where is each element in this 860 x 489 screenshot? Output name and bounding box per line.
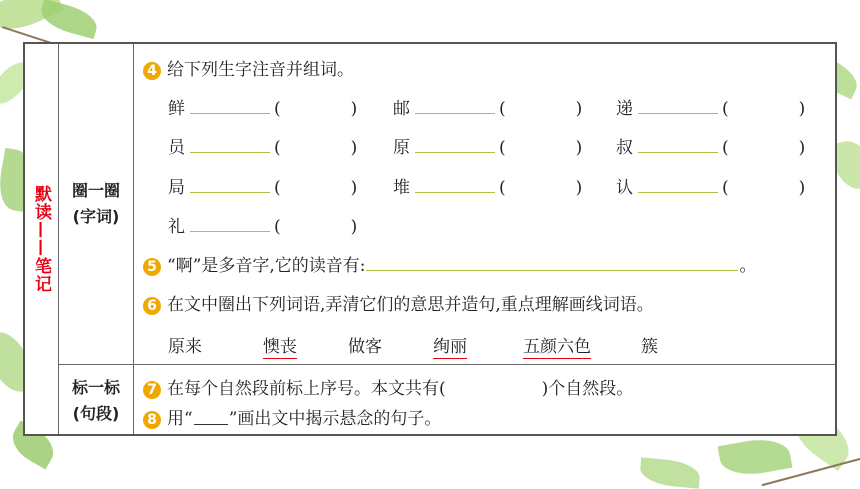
open-paren: ( [274, 178, 281, 198]
pinyin-word-item [616, 173, 805, 198]
word-blank[interactable] [415, 136, 495, 153]
word-blank[interactable] [190, 176, 270, 193]
pinyin-word-item [616, 133, 805, 158]
character: 原 [393, 138, 410, 158]
question-7 [143, 374, 633, 399]
open-paren: ( [499, 138, 506, 158]
question-number-badge: 6 [143, 297, 161, 315]
worksheet-table [23, 42, 837, 436]
word-blank[interactable] [415, 97, 495, 114]
content-area [143, 44, 833, 436]
character: 堆 [393, 178, 410, 198]
open-paren: ( [499, 99, 506, 119]
question-text-after: ”画出文中揭示悬念的句子。 [228, 409, 442, 429]
close-paren: ) [798, 178, 806, 198]
vocabulary-word: 五颜六色 [523, 332, 591, 359]
section-label-top: 标一标 [71, 377, 120, 397]
question-text-before: 在每个自然段前标上序号。本文共有( [167, 379, 446, 399]
word-blank[interactable] [190, 215, 270, 232]
section-label-bottom: (句段) [72, 403, 120, 423]
close-paren: ) [350, 178, 358, 198]
character: 邮 [393, 99, 410, 119]
close-paren: ) [798, 138, 806, 158]
leaf-decoration [38, 0, 101, 39]
pinyin-word-item [168, 173, 357, 198]
close-paren: ) [350, 99, 358, 119]
character: 礼 [168, 217, 185, 237]
question-text: “啊”是多音字,它的读音有: [167, 256, 366, 276]
character: 认 [616, 178, 633, 198]
vocabulary-word: 懊丧 [263, 332, 297, 359]
section-label-top: 圈一圈 [71, 181, 120, 200]
character: 员 [168, 138, 185, 158]
open-paren: ( [274, 217, 281, 237]
vocabulary-word: 绚丽 [433, 332, 467, 359]
section-label-mark [59, 365, 133, 436]
vocabulary-word: 原来 [168, 337, 202, 357]
question-number-badge: 4 [143, 62, 161, 80]
sidebar-label-cell [25, 44, 58, 434]
question-number-badge: 8 [143, 411, 161, 429]
pinyin-word-item [393, 133, 582, 158]
question-text-after: )个自然段。 [541, 379, 634, 399]
close-paren: ) [575, 138, 583, 158]
word-blank[interactable] [190, 97, 270, 114]
open-paren: ( [722, 99, 729, 119]
column-divider [133, 44, 134, 434]
question-text: 在文中圈出下列词语,弄清它们的意思并造句,重点理解画线词语。 [167, 295, 654, 315]
question-8 [143, 404, 441, 429]
character: 局 [168, 178, 185, 198]
open-paren: ( [499, 178, 506, 198]
character: 叔 [616, 138, 633, 158]
character: 递 [616, 99, 633, 119]
pinyin-word-item [616, 94, 805, 119]
open-paren: ( [722, 178, 729, 198]
word-blank[interactable] [190, 136, 270, 153]
sidebar-label: 默读——笔记 [31, 185, 51, 293]
section-label-circle [59, 44, 133, 364]
pinyin-word-item [393, 173, 582, 198]
pinyin-word-item [393, 94, 582, 119]
question-number-badge: 5 [143, 258, 161, 276]
leaf-decoration [718, 434, 793, 480]
close-paren: ) [575, 178, 583, 198]
close-paren: ) [575, 99, 583, 119]
vocabulary-word: 做客 [348, 337, 382, 357]
pinyin-word-item [168, 212, 357, 237]
section-label-bottom: (字词) [72, 207, 120, 226]
question-end: 。 [739, 256, 757, 276]
question-text-before: 用“ [167, 409, 193, 429]
close-paren: ) [798, 99, 806, 119]
question-5 [143, 251, 757, 276]
pinyin-word-item [168, 94, 357, 119]
vocabulary-word: 簇 [641, 337, 658, 357]
question-number-badge: 7 [143, 381, 161, 399]
word-blank[interactable] [638, 97, 718, 114]
word-blank[interactable] [638, 136, 718, 153]
question-4 [143, 55, 354, 80]
word-blank[interactable] [415, 176, 495, 193]
close-paren: ) [350, 138, 358, 158]
close-paren: ) [350, 217, 358, 237]
answer-blank[interactable] [366, 254, 738, 271]
pinyin-word-item [168, 133, 357, 158]
question-text: 给下列生字注音并组词。 [167, 60, 354, 80]
question-6 [143, 290, 654, 315]
underline-symbol [194, 415, 228, 425]
open-paren: ( [722, 138, 729, 158]
word-blank[interactable] [638, 176, 718, 193]
open-paren: ( [274, 99, 281, 119]
character: 鲜 [168, 99, 185, 119]
open-paren: ( [274, 138, 281, 158]
